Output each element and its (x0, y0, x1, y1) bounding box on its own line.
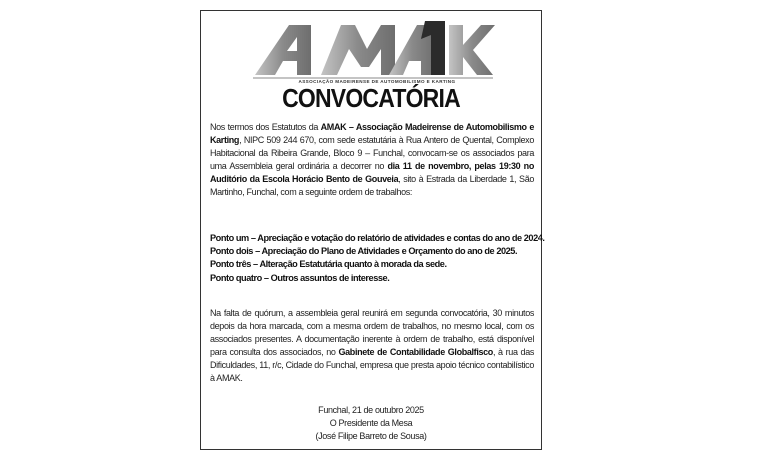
logo-subtitle: ASSOCIAÇÃO MADEIRENSE DE AUTOMOBILISMO E KARTING (298, 79, 456, 84)
closing-text-1: Na falta de quórum, a assembleia geral reunirá em segunda convocatória, 30 minutos depois da hora marcada, com a mesma ordem de trabalhos, no mesmo local, com os associados presentes. A documentação inerente à ordem de trabalho, está disponível para consulta dos associados, no (210, 308, 534, 357)
intro-paragraph (210, 121, 534, 199)
signature-role: O Presidente da Mesa (329, 418, 413, 428)
convocation-notice (200, 10, 545, 450)
agenda-item: Ponto quatro – Outros assuntos de interesse. (210, 272, 390, 283)
notice-title: CONVOCATÓRIA (282, 83, 460, 113)
intro-text-3: , sito à Estrada da Liberdade 1, São Martinho, Funchal, com a seguinte ordem de trabalhos: (210, 174, 535, 197)
agenda-item: Ponto dois – Apreciação do Plano de Atividades e Orçamento do ano de 2025. (210, 246, 518, 257)
closing-text-2: , à rua das Dificuldades, 11, r/c, Cidade do Funchal, empresa que presta apoio técnico contabilístico à AMAK. (210, 347, 534, 383)
agenda-item: Ponto um – Apreciação e votação do relatório de atividades e contas do ano de 2024. (210, 233, 545, 243)
closing-bold-office: Gabinete de Contabilidade Globalfisco (338, 347, 493, 357)
agenda-list (210, 232, 545, 285)
intro-bold-date-venue: dia 11 de novembro, pelas 19:30 no Auditório da Escola Horácio Bento de Gouveia (210, 161, 534, 184)
agenda-item: Ponto três – Alteração Estatutária quanto à morada da sede. (210, 259, 447, 270)
amak-logo (249, 17, 495, 87)
intro-bold-association: AMAK – Associação Madeirense de Automobilismo e Karting (210, 122, 534, 145)
signature-name: (José Filipe Barreto de Sousa) (315, 431, 427, 441)
signature-block (201, 404, 541, 443)
intro-text-2: , NIPC 509 244 670, com sede estatutária à Rua Antero de Quental, Complexo Habitacional da Ribeira Grande, Bloco 9 – Funchal, convocam-se os associados para uma Assembleia geral ordinária a decorrer no (210, 135, 534, 171)
signature-place-date: Funchal, 21 de outubro 2025 (318, 405, 424, 415)
closing-paragraph (210, 307, 534, 385)
intro-text-1: Nos termos dos Estatutos da (210, 122, 321, 132)
